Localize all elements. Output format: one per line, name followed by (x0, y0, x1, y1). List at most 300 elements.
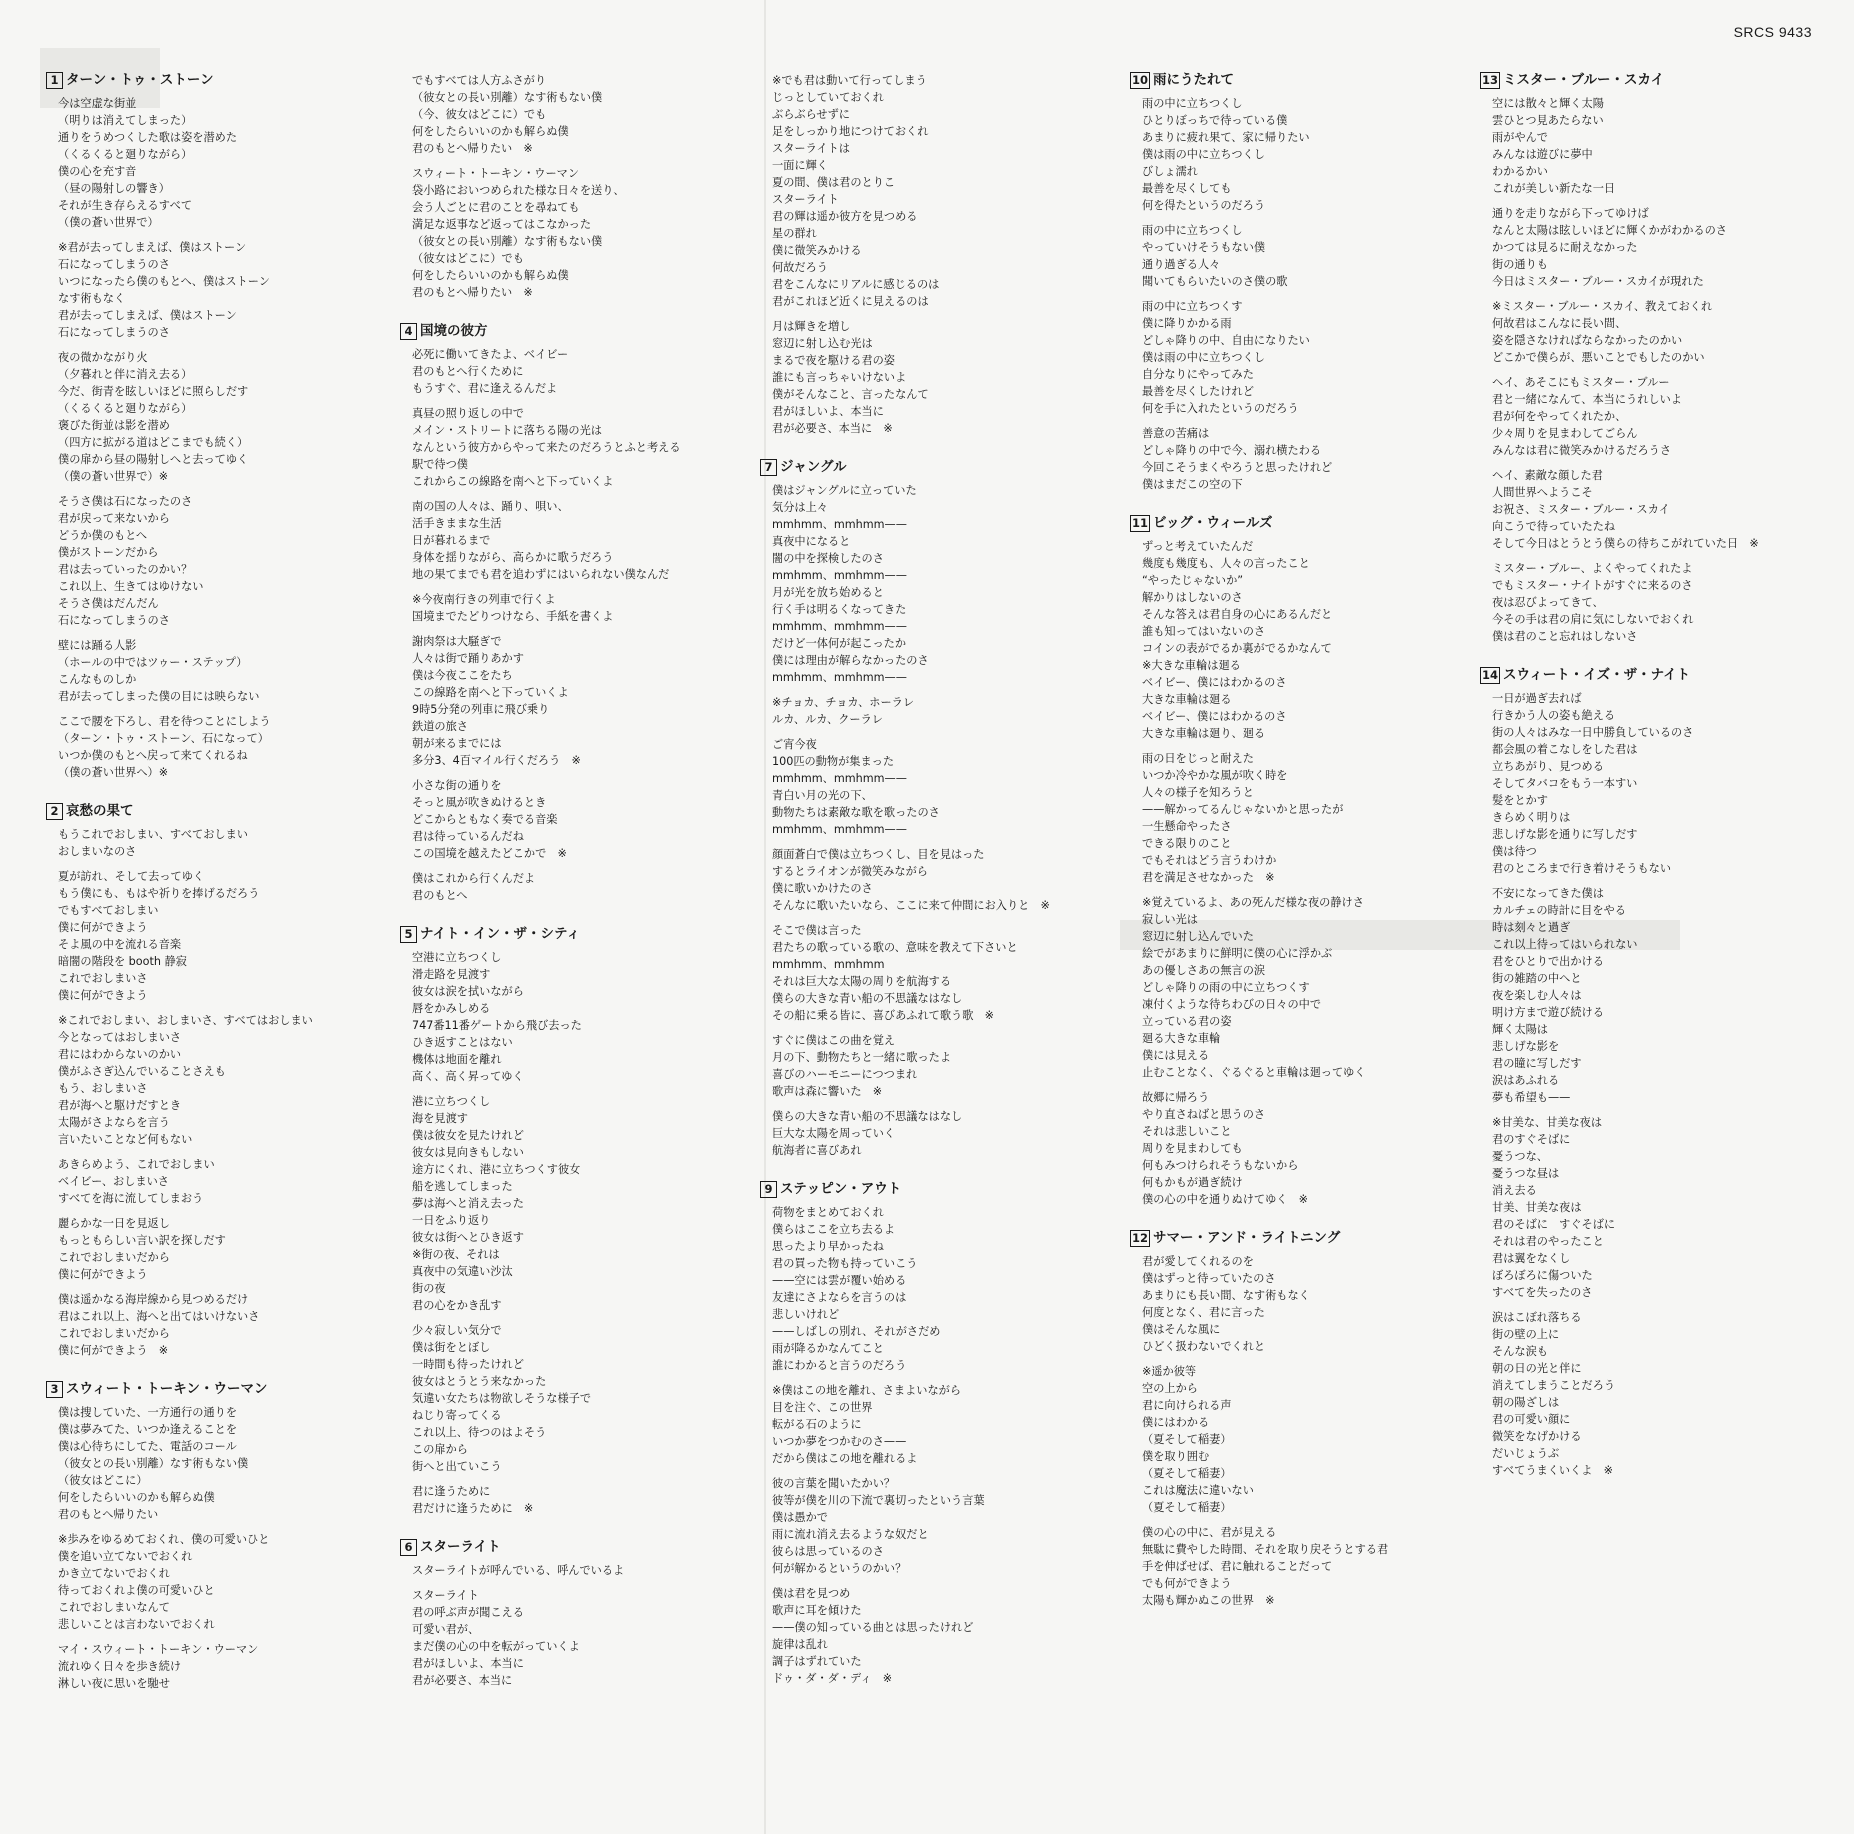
lyric-line: 街の通りも (1492, 258, 1548, 271)
track-number-badge: 3 (46, 1381, 63, 1398)
lyric-line: ベイビー、僕にはわかるのさ (1142, 710, 1287, 723)
lyric-line: 悲しげな影を (1492, 1040, 1560, 1053)
lyric-line: 君が必要さ、本当に ※ (772, 422, 893, 435)
stanza-gap (412, 157, 730, 165)
lyric-line: 転がる石のように (772, 1418, 862, 1431)
lyric-line: スターライトは (772, 142, 850, 155)
lyric-line: 満足な返事など返ってはこなかった (412, 218, 592, 231)
lyric-line: 太陽も輝かぬこの世界 ※ (1142, 1594, 1275, 1607)
lyric-line: 聞いてもらいたいのさ僕の歌 (1142, 275, 1288, 288)
lyrics-column-2 (400, 72, 730, 1711)
lyrics-lines (400, 1562, 730, 1689)
stanza-gap (1142, 1516, 1460, 1524)
lyric-line: すべてを海に流してしまおう (58, 1192, 204, 1205)
lyric-line: この国境を越えたどこかで ※ (412, 847, 567, 860)
song-title-text: スウィート・トーキン・ウーマン (66, 1381, 268, 1397)
song-title-text: ミスター・ブルー・スカイ (1503, 72, 1665, 88)
lyric-line: 憂うつな昼は (1492, 1167, 1560, 1180)
lyric-line: 君のすぐそばに (1492, 1133, 1571, 1146)
lyric-line: かき立てないでおくれ (58, 1567, 170, 1580)
lyric-line: 喜びのハーモニーにつつまれ (772, 1068, 918, 1081)
lyric-line: 彼の言葉を聞いたかい？ (772, 1477, 896, 1490)
lyric-line: 真夜中になると (772, 535, 851, 548)
lyric-line: これ以上待ってはいられない (1492, 938, 1638, 951)
lyric-line: 月が光を放ち始めると (772, 586, 884, 599)
lyric-line: 僕にはわかる (1142, 1416, 1210, 1429)
lyric-line: こんなものしか (58, 673, 137, 686)
lyric-line: 石になってしまうのさ (58, 258, 170, 271)
lyric-line: 唇をかみしめる (412, 1002, 491, 1015)
lyric-line: すべてを失ったのさ (1492, 1286, 1593, 1299)
track-number-badge: 6 (400, 1539, 417, 1556)
lyric-line: 君をこんなにリアルに感じるのは (772, 278, 940, 291)
lyric-line: 周りを見まわしても (1142, 1142, 1243, 1155)
lyric-line: 真昼の照り返しの中で (412, 407, 524, 420)
lyric-line: 都会風の着こなしをした君は (1492, 743, 1638, 756)
lyric-line: （昼の陽射しの響き） (58, 182, 170, 195)
lyric-line: 誰にも言っちゃいけないよ (772, 371, 907, 384)
lyric-line: 今となってはおしまいさ (58, 1031, 182, 1044)
track-number-badge: 13 (1482, 73, 1499, 87)
lyric-line: なす術もなく (58, 292, 126, 305)
lyric-line: mmhmm、mmhmm—— (772, 620, 907, 633)
lyric-line: 暗闇の階段を booth 静寂 (58, 955, 187, 968)
lyric-line: 太陽がさよならを言う (58, 1116, 170, 1129)
lyrics-lines (46, 1404, 376, 1692)
lyric-line: 褒びた街並は影を潜め (58, 419, 170, 432)
stanza-gap (772, 1374, 1090, 1382)
lyric-line: mmhmm、mmhmm—— (772, 671, 907, 684)
lyric-line: mmhmm、mmhmm—— (772, 518, 907, 531)
lyric-line: メイン・ストリートに落ちる陽の光は (412, 424, 602, 437)
lyric-line: “やったじゃないか” (1142, 574, 1244, 587)
lyric-line: でもすべては人方ふさがり (412, 74, 547, 87)
lyric-line: 朝の陽ざしは (1492, 1396, 1560, 1409)
lyric-line: これ以上、待つのはよそう (412, 1426, 547, 1439)
lyric-line: これでおしまいなんて (58, 1601, 170, 1614)
lyric-line: いつになったら僕のもとへ、僕はストーン (58, 275, 270, 288)
stanza-gap (772, 1577, 1090, 1585)
lyric-line: あまりに疲れ果て、家に帰りたい (1142, 131, 1310, 144)
lyric-line: 夜は忍びよってきて、 (1492, 596, 1604, 609)
lyric-line: 僕らの大きな青い船の不思議なはなし (772, 1110, 963, 1123)
song-block (760, 459, 1090, 1159)
lyric-line: 街へと出ていこう (412, 1460, 502, 1473)
song-block (1130, 1230, 1460, 1609)
song-title-text: 雨にうたれて (1153, 72, 1235, 88)
lyric-line: 不安になってきた僕は (1492, 887, 1604, 900)
stanza-gap (772, 914, 1090, 922)
lyric-line: ぶらぶらせずに (772, 108, 850, 121)
lyric-line: ※僕はこの地を離れ、さまよいながら (772, 1384, 962, 1397)
song-block (1480, 72, 1810, 645)
lyric-line: 僕は心待ちにしてた、電話のコール (58, 1440, 237, 1453)
song-title (400, 323, 730, 340)
lyric-line: 僕は君を見つめ (772, 1587, 851, 1600)
lyric-line: 君は去っていったのかい？ (58, 563, 193, 576)
lyric-line: ※街の夜、それは (412, 1248, 500, 1261)
lyric-line: 高く、高く昇ってゆく (412, 1070, 524, 1083)
lyric-line: （彼女との長い別離）なす術もない僕 (58, 1457, 249, 1470)
lyric-line: ヘイ、あそこにもミスター・ブルー (1492, 376, 1670, 389)
lyric-line: でもミスター・ナイトがすぐに来るのさ (1492, 579, 1693, 592)
stanza-gap (1142, 1081, 1460, 1089)
lyric-line: 友達にさよならを言うのは (772, 1291, 907, 1304)
lyric-line: 一時間も待ったけれど (412, 1358, 524, 1371)
lyric-line: 僕がふさぎ込んでいることさえも (58, 1065, 226, 1078)
lyric-line: ぼろぼろに傷ついた (1492, 1269, 1593, 1282)
lyric-line: 麗らかな一日を見返し (58, 1217, 170, 1230)
lyric-line: 僕は愚かで (772, 1511, 828, 1524)
lyric-line: もう僕にも、もはや祈りを捧げるだろう (58, 887, 260, 900)
lyric-line: 君がほしいよ、本当に (412, 1657, 524, 1670)
song-title-text: スウィート・イズ・ザ・ナイト (1503, 667, 1691, 683)
lyric-line: 君のところまで行き着けそうもない (1492, 862, 1672, 875)
lyric-line: 僕は待つ (1492, 845, 1537, 858)
stanza-gap (58, 1523, 376, 1531)
lyric-line: （くるくると廻りながら） (58, 148, 193, 161)
lyric-line: （くるくると廻りながら） (58, 402, 193, 415)
lyric-line: やり直さねばと思うのさ (1142, 1108, 1266, 1121)
lyric-line: 君と一緒になんて、本当にうれしいよ (1492, 393, 1682, 406)
lyric-line: （僕の蒼い世界で） (58, 216, 159, 229)
song-block (46, 72, 376, 781)
lyric-line: きらめく明りは (1492, 811, 1571, 824)
lyrics-lines (400, 949, 730, 1517)
lyric-line: 君のもとへ行くために (412, 365, 524, 378)
lyric-line: 僕は君のこと忘れはしないさ (1492, 630, 1638, 643)
lyric-line: 憂うつな、 (1492, 1150, 1548, 1163)
lyric-line: 何を手に入れたというのだろう (1142, 402, 1299, 415)
lyrics-lines (1130, 95, 1460, 493)
lyric-line: 気分は上々 (772, 501, 828, 514)
lyric-line: これでおしまいだから (58, 1251, 170, 1264)
lyric-line: 絵でがあまりに鮮明に僕の心に浮かぶ (1142, 947, 1333, 960)
lyric-line: 窓辺に射し込んでいた (1142, 930, 1254, 943)
lyric-line: 止むことなく、ぐるぐると車輪は廻ってゆく (1142, 1066, 1366, 1079)
lyric-line: やっていけそうもない僕 (1142, 241, 1266, 254)
lyric-line: 凍付くような待ちわびの日々の中で (1142, 998, 1322, 1011)
lyric-line: できる限りのこと (1142, 837, 1232, 850)
lyric-line: 涙はあふれる (1492, 1074, 1560, 1087)
lyric-line: 僕がそんなこと、言ったなんて (772, 388, 929, 401)
track-number-badge: 5 (400, 926, 417, 943)
lyric-line: 航海者に喜びあれ (772, 1144, 862, 1157)
lyric-line: （夏そして稲妻） (1142, 1433, 1232, 1446)
lyric-line: なんという彼方からやって来たのだろうとふと考える (412, 441, 681, 454)
stanza-gap (1142, 290, 1460, 298)
lyric-line: 君はこれ以上、海へと出てはいけないさ (58, 1310, 260, 1323)
lyric-line: 通りを走りながら下ってゆけば (1492, 207, 1649, 220)
lyric-line: 行く手は明るくなってきた (772, 603, 907, 616)
lyric-line: これからこの線路を南へと下っていくよ (412, 475, 614, 488)
lyric-line: 荷物をまとめておくれ (772, 1206, 884, 1219)
lyric-line: 南の国の人々は、踊り、唄い、 (412, 500, 569, 513)
lyric-line: 君の買った物も持っていこう (772, 1257, 918, 1270)
lyric-line: ずっと考えていたんだ (1142, 540, 1254, 553)
lyric-line: あきらめよう、これでおしまい (58, 1158, 215, 1171)
lyric-line: じっとしていておくれ (772, 91, 884, 104)
lyric-line: これ以上、生きてはゆけない (58, 580, 204, 593)
lyric-line: 明け方まで遊び続ける (1492, 1006, 1604, 1019)
stanza-gap (412, 1314, 730, 1322)
lyric-line: 雲ひとつ見あたらない (1492, 114, 1604, 127)
lyric-line: （今、彼女はどこに）でも (412, 108, 547, 121)
lyrics-lines (46, 826, 376, 1359)
stanza-gap (58, 705, 376, 713)
lyric-line: これは魔法に違いない (1142, 1484, 1254, 1497)
track-number-badge: 11 (1132, 516, 1149, 530)
lyric-line: 誰にわかると言うのだろう (772, 1359, 907, 1372)
lyric-line: 僕はまだこの空の下 (1142, 478, 1243, 491)
lyric-line: 君たちの歌っている歌の、意味を教えて下さいと (772, 941, 1018, 954)
lyric-line: だから僕はこの地を離れるよ (772, 1452, 918, 1465)
lyrics-lines (400, 72, 730, 301)
lyrics-column-4 (1130, 72, 1460, 1631)
lyric-line: 彼等が僕を川の下流で裏切ったという言葉 (772, 1494, 985, 1507)
lyric-line: 何もかもが過ぎ続け (1142, 1176, 1243, 1189)
lyric-line: 淋しい夜に思いを馳せ (58, 1677, 170, 1690)
lyric-line: ※覚えているよ、あの死んだ様な夜の静けさ (1142, 896, 1364, 909)
lyric-line: 少々周りを見まわしてごらん (1492, 427, 1638, 440)
lyric-line: 廻る大きな車輪 (1142, 1032, 1221, 1045)
track-number-badge: 12 (1132, 1231, 1149, 1245)
stanza-gap (412, 1579, 730, 1587)
song-title-text: 哀愁の果て (66, 803, 134, 819)
lyric-line: もうこれでおしまい、すべておしまい (58, 828, 248, 841)
lyric-line: それは巨大な太陽の周りを航海する (772, 975, 952, 988)
lyric-line: スターライト (772, 193, 839, 206)
lyric-line: 石になってしまうのさ (58, 614, 170, 627)
song-block (1480, 667, 1810, 1479)
lyric-line: （四方に拡がる道はどこまでも続く） (58, 436, 249, 449)
lyrics-lines (46, 95, 376, 781)
lyric-line: 僕らはここを立ち去るよ (772, 1223, 896, 1236)
lyric-line: 巨大な太陽を周っていく (772, 1127, 896, 1140)
lyric-line: 君が戻って来ないから (58, 512, 170, 525)
lyric-line: 彼女は見向きもしない (412, 1146, 524, 1159)
lyric-line: ※でも君は動いて行ってしまう (772, 74, 927, 87)
lyric-line: 立っている君の姿 (1142, 1015, 1232, 1028)
lyric-line: 日が暮れるまで (412, 534, 491, 547)
lyric-line: 僕の心を充す音 (58, 165, 137, 178)
lyrics-lines (400, 346, 730, 904)
lyric-line: 雨が降るかなんてこと (772, 1342, 884, 1355)
lyric-line: 多分3、4百マイル行くだろう ※ (412, 754, 581, 767)
lyric-line: 時は刻々と過ぎ (1492, 921, 1571, 934)
lyric-line: 人間世界へようこそ (1492, 486, 1593, 499)
lyric-line: でもそれはどう言うわけか (1142, 854, 1277, 867)
lyric-line: 彼女は涙を拭いながら (412, 985, 524, 998)
lyric-line: 言いたいことなど何もない (58, 1133, 193, 1146)
lyric-line: あの優しさあの無言の涙 (1142, 964, 1266, 977)
lyric-line: わかるかい (1492, 165, 1548, 178)
lyric-line: 君の可愛い顔に (1492, 1413, 1571, 1426)
lyric-line: 君の輝は遥か彼方を見つめる (772, 210, 918, 223)
lyric-line: どうか僕のもとへ (58, 529, 148, 542)
lyric-line: 雨の中に立ちつくし (1142, 224, 1243, 237)
lyric-line: ひどく扱わないでくれと (1142, 1340, 1266, 1353)
lyric-line: 僕は夢みてた、いつか逢えることを (58, 1423, 238, 1436)
lyric-line: mmhmm、mmhmm (772, 958, 885, 971)
lyric-line: 善意の苦痛は (1142, 427, 1210, 440)
lyric-line: 歌声に耳を傾けた (772, 1604, 862, 1617)
lyric-line: すぐに僕はこの曲を覚え (772, 1034, 896, 1047)
lyric-line: それが生き存らえるすべて (58, 199, 193, 212)
lyric-line: 僕の心の中に、君が見える (1142, 1526, 1277, 1539)
lyric-line: そんな答えは君自身の心にあるんだと (1142, 608, 1333, 621)
song-block (400, 323, 730, 904)
lyric-line: ——僕の知っている曲とは思ったけれど (772, 1621, 974, 1634)
lyric-line: 悲しいけれど (772, 1308, 840, 1321)
lyric-line: 必死に働いてきたよ、ベイビー (412, 348, 569, 361)
lyric-line: 消え去る (1492, 1184, 1537, 1197)
lyric-line: 真夜中の気違い沙汰 (412, 1265, 513, 1278)
lyric-line: ※ミスター・ブルー・スカイ、教えておくれ (1492, 300, 1713, 313)
lyric-line: 可愛い君が、 (412, 1623, 480, 1636)
lyric-line: みんなは遊びに夢中 (1492, 148, 1593, 161)
lyric-line: どこからともなく奏でる音楽 (412, 813, 558, 826)
lyric-line: 空港に立ちつくし (412, 951, 502, 964)
lyric-line: 僕には理由が解らなかったのさ (772, 654, 929, 667)
song-block (400, 72, 730, 301)
lyric-line: 君が海へと駆けだすとき (58, 1099, 182, 1112)
stanza-gap (1142, 742, 1460, 750)
lyric-line: ——しばしの別れ、それがさだめ (772, 1325, 941, 1338)
lyric-line: 夜を楽しむ人々は (1492, 989, 1582, 1002)
lyric-line: 今だ、街青を眩しいほどに照らしだす (58, 385, 249, 398)
lyric-line: かつては見るに耐えなかった (1492, 241, 1638, 254)
lyric-line: これが美しい新たな一日 (1492, 182, 1616, 195)
lyric-line: ひき返すことはない (412, 1036, 513, 1049)
lyric-line: 街の夜 (412, 1282, 446, 1295)
lyrics-lines (1130, 1253, 1460, 1609)
lyric-line: （明りは消えてしまった） (58, 114, 193, 127)
lyric-line: 朝の日の光と伴に (1492, 1362, 1582, 1375)
lyric-line: でもすべておしまい (58, 904, 159, 917)
lyric-line: 今その手は君の肩に気にしないでおくれ (1492, 613, 1694, 626)
lyric-line: 石になってしまうのさ (58, 326, 170, 339)
lyric-line: （彼女との長い別離）なす術もない僕 (412, 235, 603, 248)
lyric-line: あまりにも長い間、なす術もなく (1142, 1289, 1310, 1302)
song-title-text: スターライト (420, 1539, 501, 1555)
lyric-line: 青白い月の光の下、 (772, 789, 873, 802)
lyric-line: 壁には踊る人影 (58, 639, 137, 652)
song-title (760, 459, 1090, 476)
lyric-line: ※甘美な、甘美な夜は (1492, 1116, 1603, 1129)
lyric-line: 僕に何ができよう (58, 921, 148, 934)
lyric-line: 君の心をかき乱す (412, 1299, 502, 1312)
lyric-line: 彼らは思っているのさ (772, 1545, 884, 1558)
lyric-line: 無駄に費やした時間、それを取り戻そうとする君 (1142, 1543, 1389, 1556)
lyric-line: 何をしたらいいのかも解らぬ僕 (58, 1491, 215, 1504)
stanza-gap (772, 1467, 1090, 1475)
lyric-line: 姿を隠さなければならなかったのかい (1492, 334, 1683, 347)
song-title (400, 926, 730, 943)
lyric-line: 夢は海へと消え去った (412, 1197, 524, 1210)
track-number-badge: 2 (46, 803, 63, 820)
lyric-line: 駅で待つ僕 (412, 458, 468, 471)
lyric-line: 君の瞳に写しだす (1492, 1057, 1582, 1070)
lyric-line: いつか僕のもとへ戻って来てくれるね (58, 749, 248, 762)
catalog-number: SRCS 9433 (1733, 24, 1812, 40)
lyric-line: 僕はそんな風に (1142, 1323, 1221, 1336)
lyric-line: 港に立ちつくし (412, 1095, 491, 1108)
lyric-line: 機体は地面を離れ (412, 1053, 502, 1066)
stanza-gap (412, 583, 730, 591)
track-number-badge: 1 (46, 72, 63, 89)
song-block (400, 1539, 730, 1689)
song-title-text: ナイト・イン・ザ・シティ (420, 926, 580, 942)
lyric-line: 僕の扉から昼の陽射しへと去ってゆく (58, 453, 249, 466)
lyric-line: そっと風が吹きぬけるとき (412, 796, 547, 809)
lyric-line: 大きな車輪は廻り、廻る (1142, 727, 1266, 740)
stanza-gap (58, 1633, 376, 1641)
lyric-line: ヘイ、素敵な顔した君 (1492, 469, 1603, 482)
lyric-line: 小さな街の通りを (412, 779, 502, 792)
stanza-gap (412, 862, 730, 870)
lyric-line: 人々の様子を知ろうと (1142, 786, 1254, 799)
lyric-line: カルチェの時計に目をやる (1492, 904, 1626, 917)
stanza-gap (58, 231, 376, 239)
song-title (1130, 72, 1460, 89)
lyric-line: 空には散々と輝く太陽 (1492, 97, 1604, 110)
lyric-line: 滑走路を見渡す (412, 968, 491, 981)
stanza-gap (1492, 290, 1810, 298)
lyric-line: （夕暮れと伴に消え去る） (58, 368, 193, 381)
lyric-line: 謝肉祭は大騒ぎで (412, 635, 502, 648)
stanza-gap (1492, 197, 1810, 205)
song-title-text: ターン・トゥ・ストーン (66, 72, 214, 88)
stanza-gap (1492, 877, 1810, 885)
lyric-line: 彼女は街へとひき返す (412, 1231, 524, 1244)
lyric-line: ルカ、ルカ、クーラレ (772, 713, 883, 726)
lyric-line: 僕を追い立てないでおくれ (58, 1550, 193, 1563)
lyric-line: 少々寂しい気分で (412, 1324, 502, 1337)
stanza-gap (58, 1283, 376, 1291)
lyric-line: 月の下、動物たちと一緒に歌ったよ (772, 1051, 952, 1064)
lyric-line: 僕に何ができよう (58, 1268, 148, 1281)
lyric-line: 何を得たというのだろう (1142, 199, 1266, 212)
lyric-line: ※これでおしまい、おしまいさ、すべてはおしまい (58, 1014, 313, 1027)
lyric-line: 君のもとへ帰りたい ※ (412, 142, 533, 155)
lyric-line: 僕に微笑みかける (772, 244, 862, 257)
track-number-badge: 14 (1482, 668, 1499, 682)
lyric-line: 君のもとへ帰りたい ※ (412, 286, 533, 299)
lyric-line: 今日はミスター・ブルー・スカイが現れた (1492, 275, 1704, 288)
lyric-line: ※チョカ、チョカ、ホーラレ (772, 696, 915, 709)
lyric-line: 何をしたらいいのかも解らぬ僕 (412, 125, 569, 138)
lyric-line: そして今日はとうとう僕らの待ちこがれていた日 ※ (1492, 537, 1759, 550)
song-title (400, 1539, 730, 1556)
lyric-line: 雨に流れ消え去るような奴だと (772, 1528, 929, 1541)
lyric-line: 君に向けられる声 (1142, 1399, 1232, 1412)
lyric-line: 君のもとへ (412, 889, 468, 902)
lyric-line: 君は待っているんだね (412, 830, 524, 843)
lyric-line: もう、おしまいさ (58, 1082, 148, 1095)
lyric-line: （夏そして稲妻） (1142, 1501, 1232, 1514)
lyric-line: 僕は雨の中に立ちつくし (1142, 148, 1265, 161)
lyric-line: スウィート・トーキン・ウーマン (412, 167, 580, 180)
lyric-line: 君が何をやってくれたか、 (1492, 410, 1627, 423)
lyric-line: 何度となく、君に言った (1142, 1306, 1265, 1319)
lyric-line: 君を満足させなかった ※ (1142, 871, 1275, 884)
stanza-gap (772, 1100, 1090, 1108)
lyric-line: 君にはわからないのかい (58, 1048, 182, 1061)
lyric-line: 何が解かるというのかい？ (772, 1562, 907, 1575)
lyric-line: でも何ができよう (1142, 1577, 1232, 1590)
lyric-line: 闇の中を探検したのさ (772, 552, 884, 565)
